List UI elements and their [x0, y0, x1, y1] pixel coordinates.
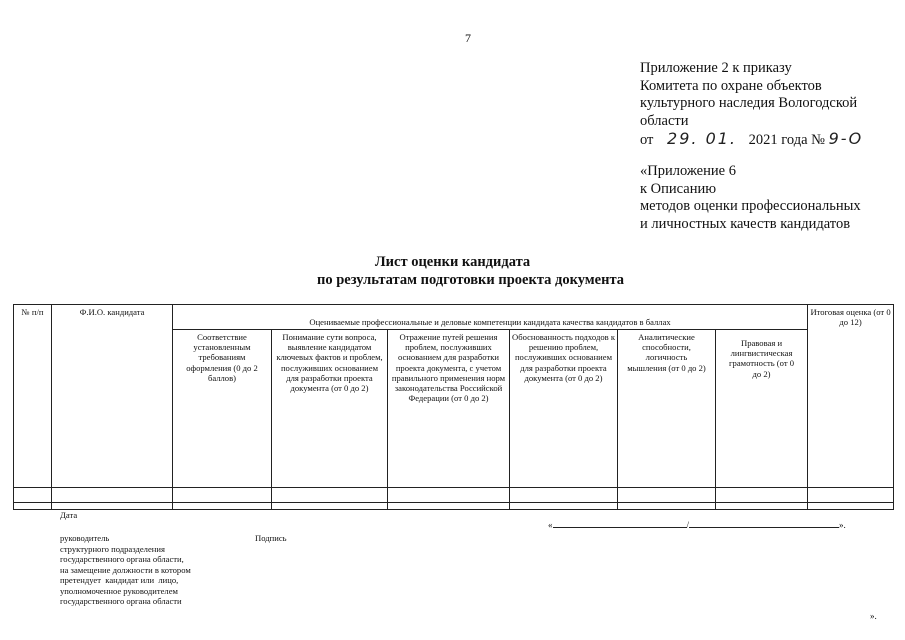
date-prefix: от [640, 132, 654, 148]
table-cell [716, 503, 808, 510]
appendix-description-line: и личностных качеств кандидатов [640, 215, 851, 232]
table-cell [618, 503, 716, 510]
table-row [14, 488, 894, 503]
appendix-description-line: к Описанию [640, 180, 717, 197]
appendix-order-block [640, 60, 863, 150]
table-cell [808, 488, 894, 503]
handwritten-date: 29. 01. [667, 129, 738, 148]
year-text: 2021 года № [748, 132, 825, 148]
criterion-header: Соответствие установленным требованиям оформления (0 до 2 баллов) [173, 330, 272, 488]
responsible-line: уполномоченное руководителем [60, 585, 178, 596]
appendix-description-block [640, 163, 861, 233]
table-cell [173, 488, 272, 503]
quote-close: ». [839, 520, 846, 530]
column-header-name: Ф.И.О. кандидата [52, 305, 173, 488]
table-cell [388, 503, 510, 510]
appendix-order-line: Комитета по охране объектов [640, 77, 822, 94]
table-cell [618, 488, 716, 503]
responsible-line: структурного подразделения [60, 543, 165, 554]
responsible-line: претендует кандидат или лицо, [60, 575, 179, 585]
criterion-header: Аналитические способности, логичность мышления (от 0 до 2) [618, 330, 716, 488]
column-header-competencies: Оцениваемые профессиональные и деловые компетенции кандидата качества кандидатов в баллах [173, 305, 808, 330]
table-cell [510, 503, 618, 510]
signature-line [548, 519, 846, 530]
table-cell [272, 503, 388, 510]
responsible-line: руководитель [60, 533, 110, 543]
assessment-table [13, 304, 894, 510]
criterion-header: Правовая и лингвистическая грамотность (от 0 до 2) [716, 330, 808, 488]
responsible-person-block [60, 533, 191, 607]
name-underline [686, 519, 839, 530]
responsible-line: на замещение должности в котором [60, 564, 191, 575]
criterion-header: Обоснованность подходов к решению проблем, послуживших основанием для разработки проекта документа (от 0 до 2) [510, 330, 618, 488]
appendix-order-line: культурного наследия Вологодской [640, 95, 858, 111]
appendix-description-line: методов оценки профессиональных [640, 198, 861, 214]
appendix-order-line: Приложение 2 к приказу [640, 60, 792, 76]
quote-open: « [548, 520, 553, 530]
signature-underline [553, 519, 687, 528]
table-cell [173, 503, 272, 510]
criterion-header: Понимание сути вопроса, выявление кандидатом ключевых фактов и проблем, послуживших основанием для разработки проекта документа (от 0 до 2) [272, 330, 388, 488]
document-subtitle: по результатам подготовки проекта документа [316, 272, 625, 288]
table-cell [14, 488, 52, 503]
document-title: Лист оценки кандидата [374, 254, 531, 270]
signature-label: Подпись [255, 533, 287, 543]
handwritten-number: 9-О [828, 129, 864, 148]
table-cell [272, 488, 388, 503]
table-cell [808, 503, 894, 510]
column-header-total: Итоговая оценка (от 0 до 12) [808, 305, 894, 488]
table-row [14, 503, 894, 510]
appendix-description-line: «Приложение 6 [640, 163, 736, 179]
responsible-line: государственного органа области [60, 596, 182, 606]
order-date-line [640, 130, 863, 150]
column-header-number: № п/п [14, 305, 52, 488]
table-cell [52, 503, 173, 510]
table-cell [716, 488, 808, 503]
table-cell [510, 488, 618, 503]
table-cell [388, 488, 510, 503]
date-label: Дата [60, 510, 78, 520]
appendix-order-line: области [640, 112, 689, 129]
responsible-line: государственного органа области, [60, 554, 184, 564]
page-number: 7 [465, 31, 471, 45]
end-quote: ». [870, 611, 877, 621]
table-cell [52, 488, 173, 503]
criterion-header: Отражение путей решения проблем, послуживших основанием для разработки проекта документа, с учетом правильного применения норм законодательства Российской Федерации (от 0 до 2) [388, 330, 510, 488]
slash: / [686, 520, 690, 530]
table-cell [14, 503, 52, 510]
